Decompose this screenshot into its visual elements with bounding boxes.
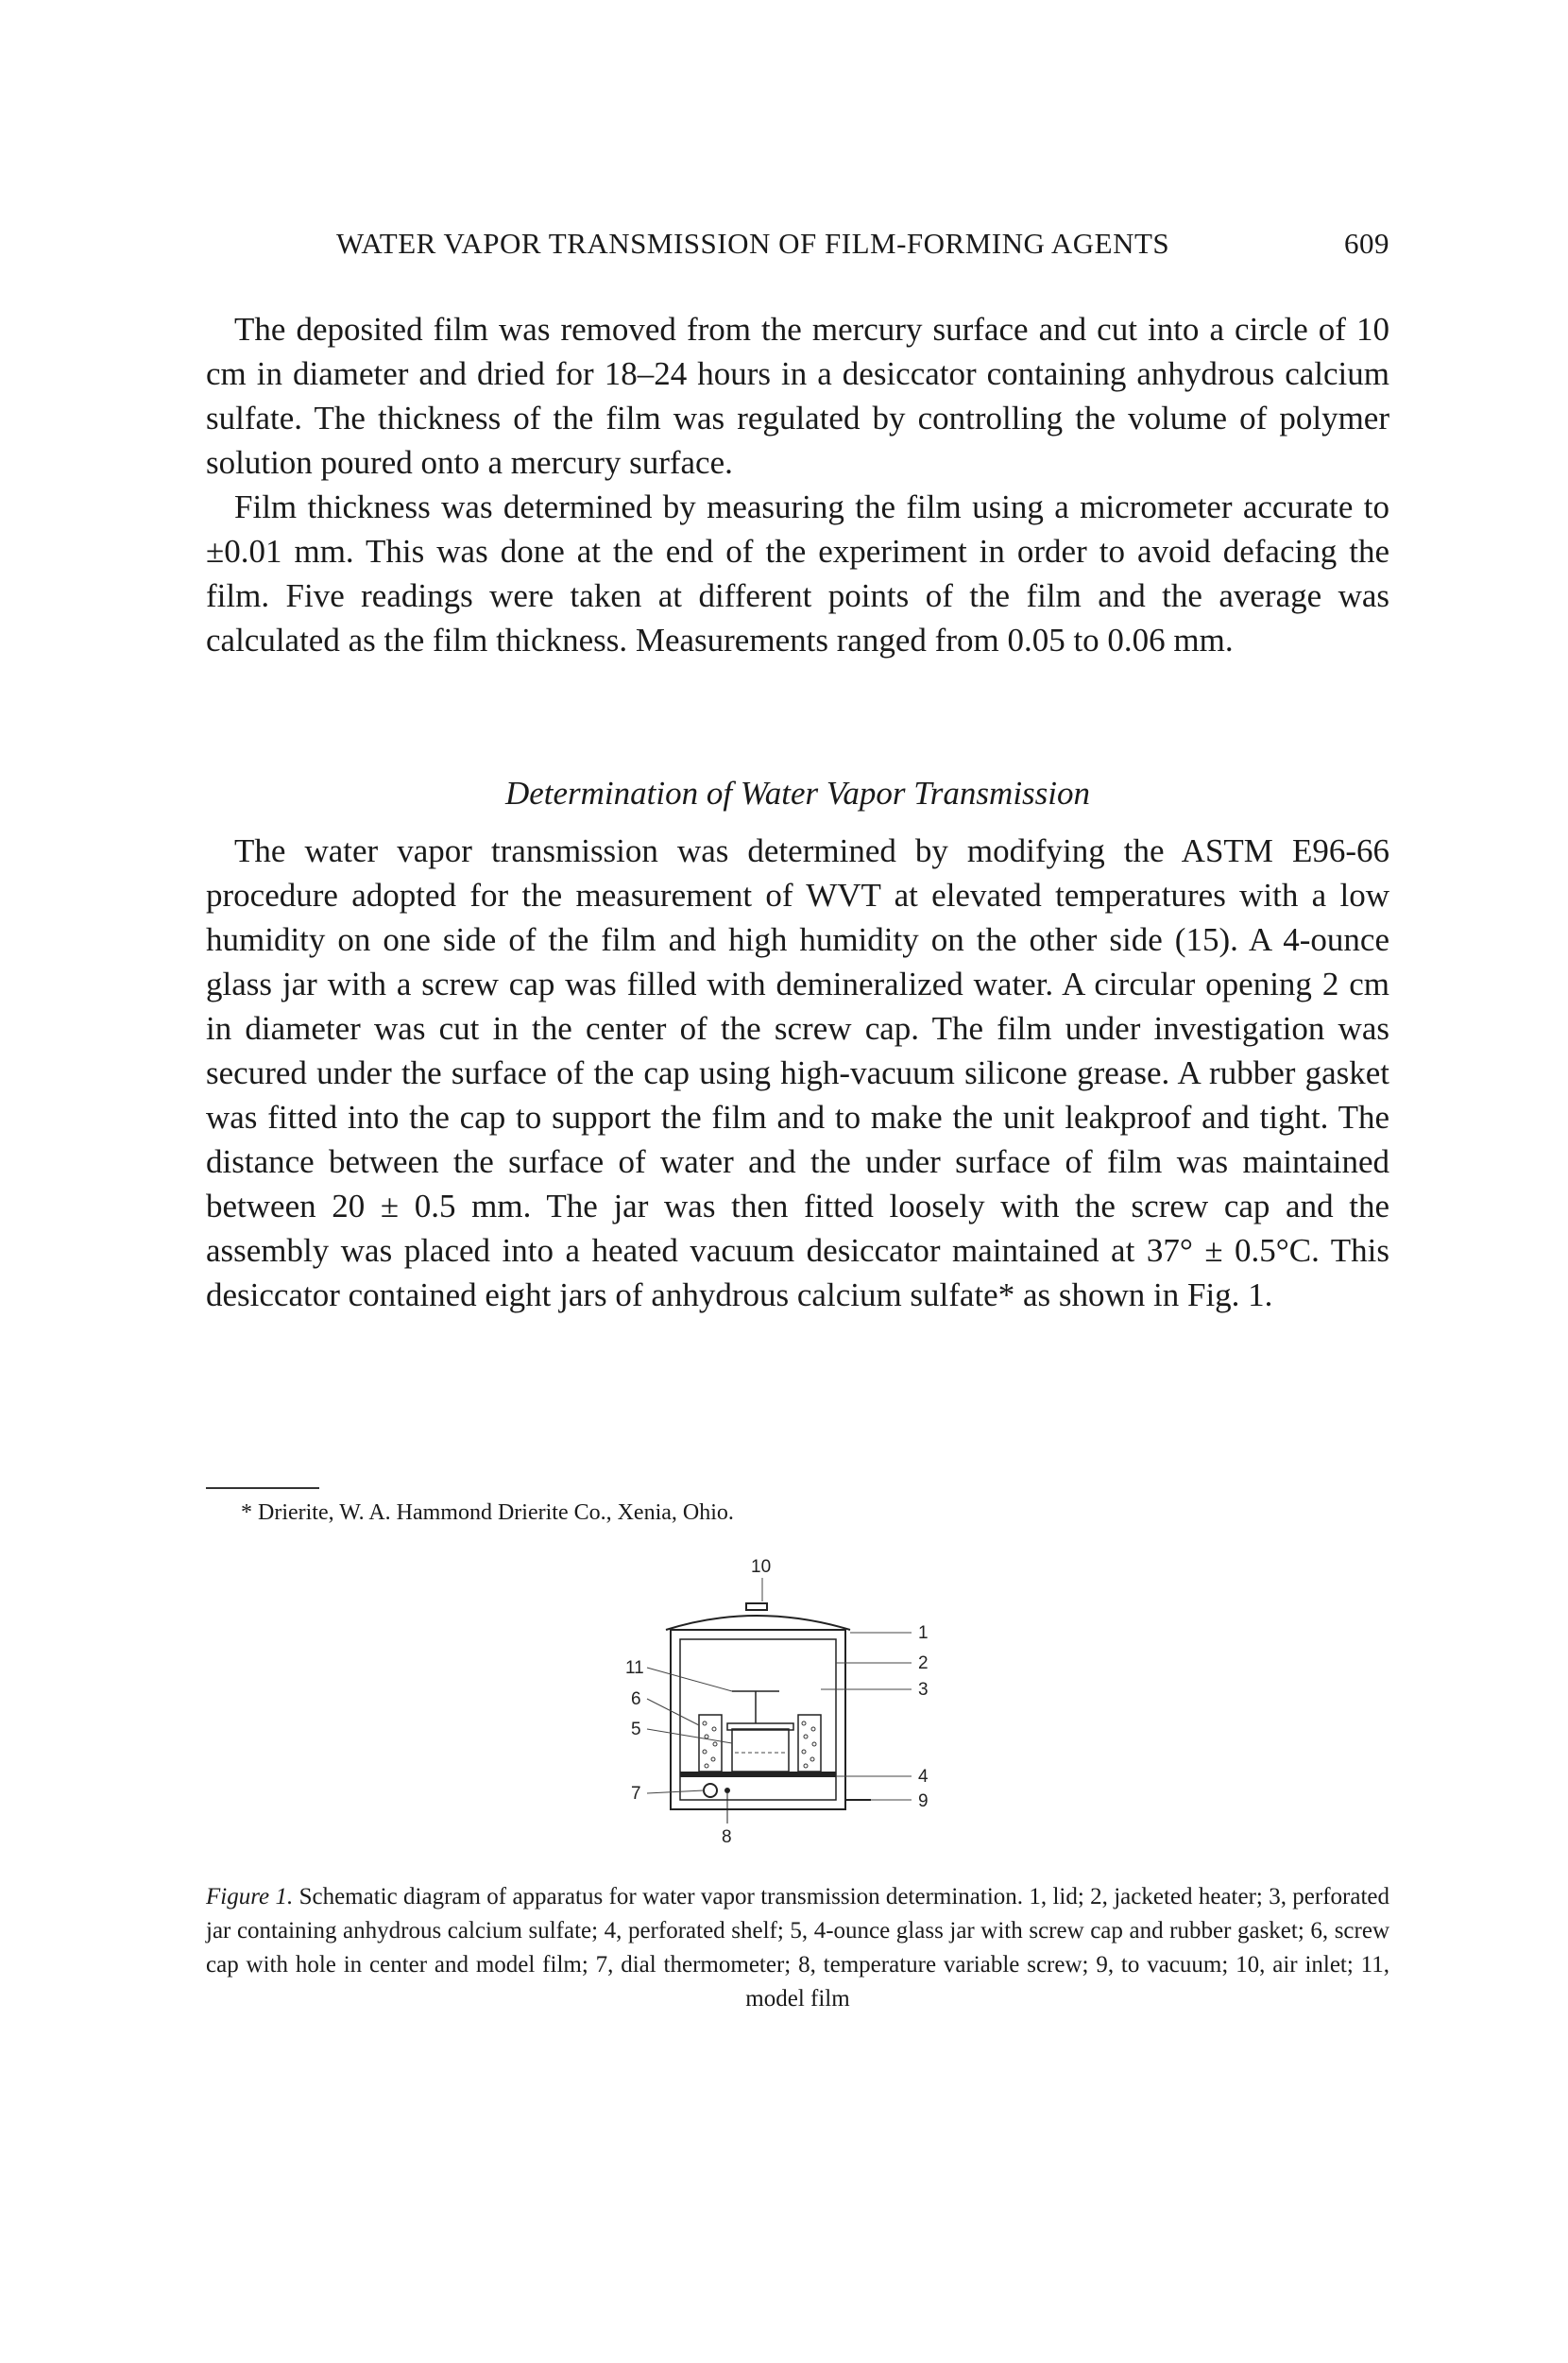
desiccator-outer-wall [671, 1630, 845, 1809]
label-1: 1 [918, 1623, 929, 1643]
paragraph: The deposited film was removed from the mercury surface and cut into a circle of 10 cm in diameter and dried for 18–24 hours in a desiccator containing anhydrous calcium sulfate. The thickness of the film was regulated by controlling the volume of polymer solution poured onto a mercury surface. [206, 311, 1389, 481]
label-6: 6 [631, 1689, 641, 1709]
running-head-title: WATER VAPOR TRANSMISSION OF FILM-FORMING AGENTS [336, 227, 1170, 260]
figure-apparatus-diagram [567, 1550, 963, 1871]
section-heading: Determination of Water Vapor Transmission [504, 775, 1091, 812]
drierite-granules-left [703, 1721, 717, 1768]
apparatus-schematic [567, 1550, 963, 1871]
paragraph: Film thickness was determined by measuring the film using a micrometer accurate to ±0.01 mm. This was done at the end of the experiment in order to avoid defacing the film. Five readings were taken at different points of the film and the average was calculated as the film thickness. Measurements ranged from 0.05 to 0.06 mm. [206, 488, 1389, 659]
lid [666, 1616, 850, 1630]
perforated-shelf [680, 1772, 836, 1777]
label-10: 10 [751, 1557, 772, 1577]
drierite-granules-right [802, 1721, 816, 1768]
running-head [336, 227, 1389, 261]
page-number: 609 [1344, 227, 1389, 260]
temperature-screw [724, 1788, 730, 1793]
label-11: 11 [625, 1658, 644, 1678]
label-9: 9 [918, 1791, 929, 1811]
label-7: 7 [631, 1784, 641, 1804]
label-8: 8 [722, 1827, 732, 1847]
glass-jar [732, 1729, 789, 1772]
body-text-section-1 [206, 307, 1389, 662]
dial-thermometer [704, 1784, 717, 1797]
lid-knob [746, 1603, 767, 1610]
paragraph: The water vapor transmission was determined by modifying the ASTM E96-66 procedure adopted for the measurement of WVT at elevated temperatures with a low humidity on one side of the film and high humidity on the other side (15). A 4-ounce glass jar with a screw cap was filled with demineralized water. A circular opening 2 cm in diameter was cut in the center of the screw cap. The film under investigation was secured under the surface of the cap using high-vacuum silicone grease. A rubber gasket was fitted into the cap to support the film and to make the unit leakproof and tight. The distance between the surface of water and the under surface of film was maintained between 20 ± 0.5 mm. The jar was then fitted loosely with the screw cap and the assembly was placed into a heated vacuum desiccator maintained at 37° ± 0.5°C. This desiccator contained eight jars of anhydrous calcium sulfate* as shown in Fig. 1. [206, 832, 1389, 1313]
label-5: 5 [631, 1720, 641, 1739]
footnote: * Drierite, W. A. Hammond Drierite Co., Xenia, Ohio. [241, 1500, 734, 1525]
caption-label: Figure 1. [206, 1884, 294, 1909]
label-3: 3 [918, 1680, 929, 1700]
label-4: 4 [918, 1767, 929, 1787]
footnote-rule [206, 1487, 319, 1489]
caption-text: Schematic diagram of apparatus for water vapor transmission determination. 1, lid; 2, jacketed heater; 3, perforated jar containing anhydrous calcium sulfate; 4, perforated shelf; 5, 4-ounce glass jar with screw cap and rubber gasket; 6, screw cap with hole in center and model film; 7, dial thermometer; 8, temperature variable screw; 9, to vacuum; 10, air inlet; 11, model film [206, 1884, 1389, 2012]
figure-caption [206, 1880, 1389, 2016]
body-text-section-2 [206, 829, 1389, 1317]
label-2: 2 [918, 1653, 929, 1673]
